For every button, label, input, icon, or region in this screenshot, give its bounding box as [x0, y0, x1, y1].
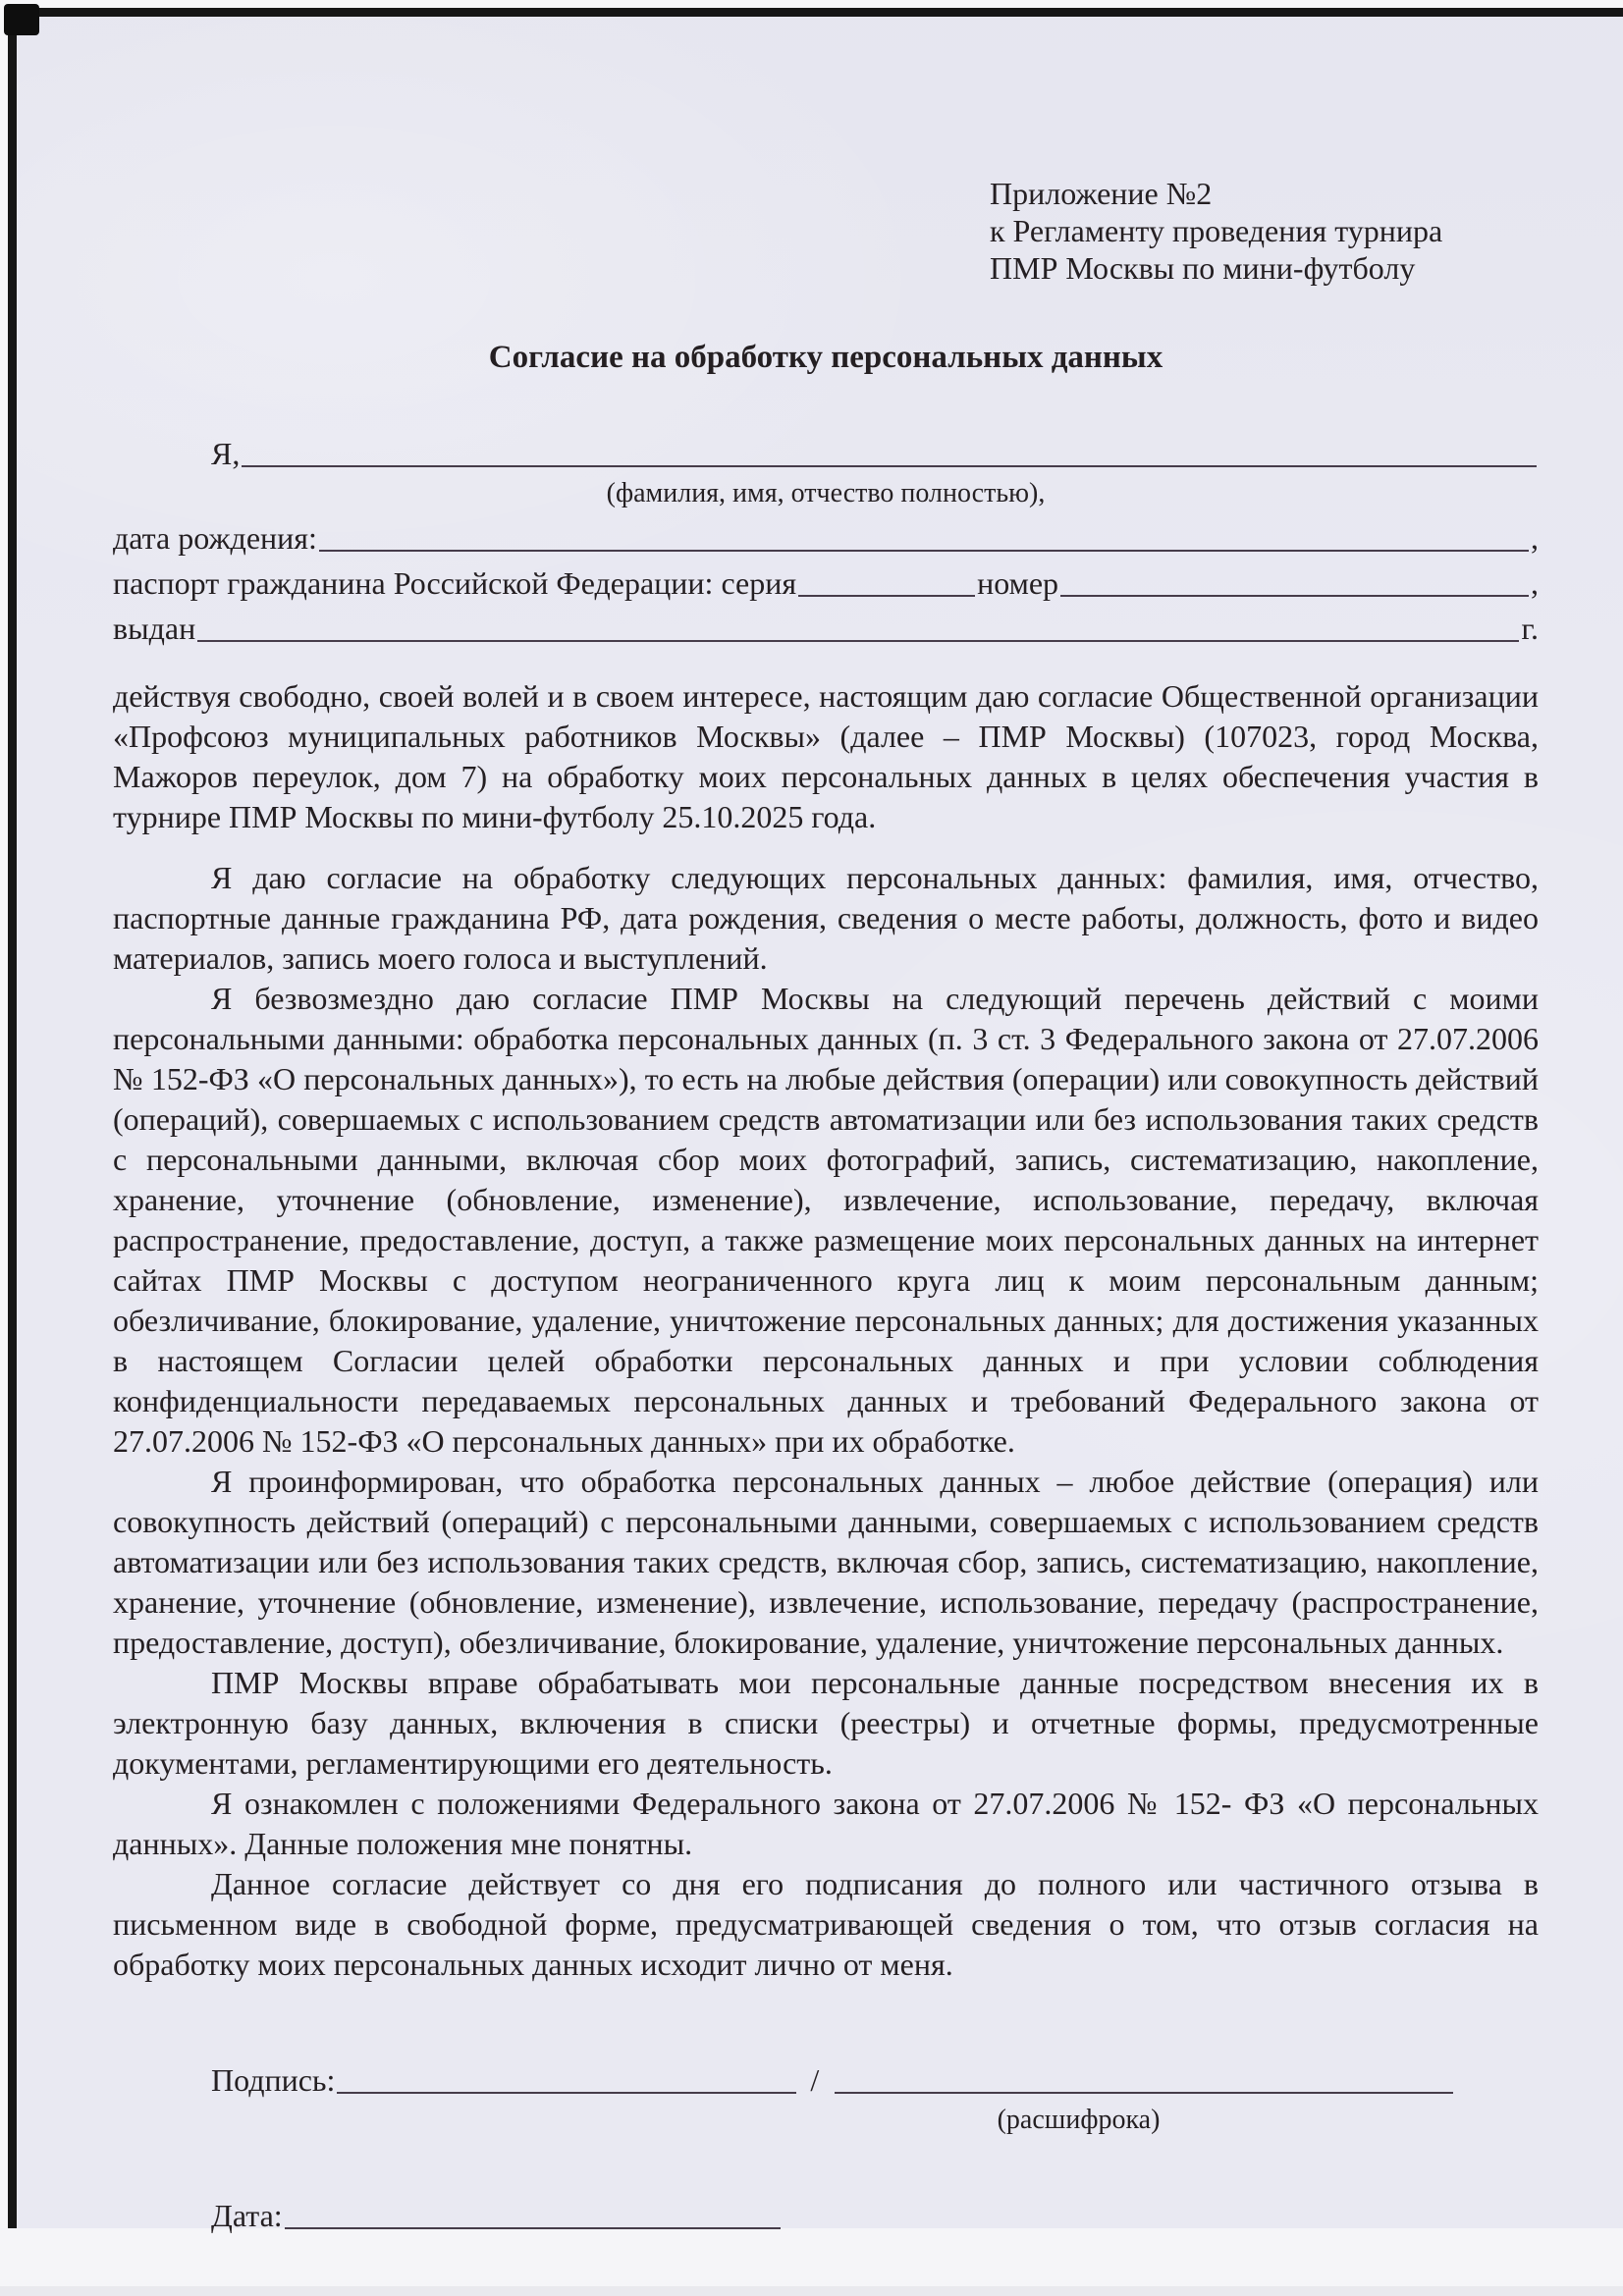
issued-fill-in-line	[197, 640, 1519, 642]
signature-transcript-fill-in-line	[835, 2092, 1453, 2094]
passport-row	[113, 559, 1539, 604]
signature-caption-row	[113, 2101, 1455, 2140]
birth-date-fill-in-line	[319, 550, 1529, 552]
body-paragraph: ПМР Москвы вправе обрабатывать мои персональные данные посредством внесения их в электронную базу данных, включения в списки (реестры) и отчетные формы, предусмотренные документами, регламентирующими его деятельность.	[113, 1665, 1539, 1781]
appendix-header-line-3: ПМР Москвы по мини-футболу	[990, 250, 1416, 286]
scan-edge-top	[12, 8, 1623, 17]
scan-edge-left	[8, 8, 17, 2228]
signature-block	[113, 2056, 1539, 2236]
appendix-header-line-2: к Регламенту проведения турнира	[990, 213, 1443, 248]
signature-caption-spacer	[113, 2101, 702, 2140]
body-paragraph: действуя свободно, своей волей и в своем интересе, настоящим даю согласие Общественной организации «Профсоюз муниципальных работников Москвы» (далее – ПМР Москвы) (107023, город Москва, Мажоров переулок, дом 7) на обработку моих персональных данных в целях обеспечения участия в турнире ПМР Москвы по мини-футболу 25.10.2025 года.	[113, 678, 1539, 834]
issued-row	[113, 604, 1539, 649]
passport-series-label: паспорт гражданина Российской Федерации: серия	[113, 565, 797, 601]
passport-comma: ,	[1531, 565, 1539, 601]
passport-number-label: номер	[977, 565, 1059, 601]
signature-label: Подпись:	[211, 2062, 336, 2098]
intro-form	[113, 429, 1539, 649]
birth-date-comma: ,	[1531, 520, 1539, 556]
scan-corner-shadow	[4, 4, 39, 35]
signature-separator: /	[810, 2062, 820, 2098]
ya-label: Я,	[211, 436, 241, 471]
fio-caption: (фамилия, имя, отчество полностью),	[606, 478, 1046, 508]
date-row	[113, 2191, 1539, 2236]
signature-row	[113, 2056, 1455, 2101]
date-label: Дата:	[211, 2198, 283, 2233]
signature-fill-in-line	[337, 2092, 796, 2094]
appendix-header-line-1: Приложение №2	[990, 176, 1213, 211]
body-paragraph: Данное согласие действует со дня его подписания до полного или частичного отзыва в письменном виде в свободной форме, предусматривающей сведения о том, что отзыв согласия на обработку моих персональных данных исходит лично от меня.	[113, 1866, 1539, 1982]
passport-series-fill-in-line	[798, 595, 975, 597]
issued-label: выдан	[113, 611, 196, 646]
appendix-header	[990, 175, 1539, 287]
transcript-caption: (расшифрока)	[997, 2105, 1161, 2135]
passport-number-fill-in-line	[1060, 595, 1529, 597]
birth-date-label: дата рождения:	[113, 520, 317, 556]
fio-fill-in-line	[242, 465, 1537, 467]
body-paragraph: Я проинформирован, что обработка персональных данных – любое действие (операция) или совокупность действий (операций) с персональными данными, совершаемых с использованием средств автоматизации или без использования таких средств, включая сбор, запись, систематизацию, накопление, хранение, уточнение (обновление, изменение), извлечение, использование, передачу (распространение, предоставление, доступ), обезличивание, блокирование, удаление, уничтожение персональных данных.	[113, 1464, 1539, 1660]
scanner-background-bottom	[0, 2228, 1623, 2296]
document-title: Согласие на обработку персональных данных	[488, 340, 1163, 375]
body-paragraph: Я безвозмездно даю согласие ПМР Москвы на следующий перечень действий с моими персональными данными: обработка персональных данных (п. 3 ст. 3 Федерального закона от 27.07.2006 № 152-ФЗ «О персональных данных»), то есть на любые действия (операции) или совокупность действий (операций), совершаемых с использованием средств автоматизации или без использования таких средств с персональными данными, включая сбор моих фотографий, запись, систематизацию, накопление, хранение, уточнение (обновление, изменение), извлечение, использование, передачу, включая распространение, предоставление, доступ, а также размещение моих персональных данных на интернет сайтах ПМР Москвы с доступом неограниченного круга лиц к моим персональным данным; обезличивание, блокирование, удаление, уничтожение персональных данных; для достижения указанных в настоящем Согласии целей обработки персональных данных и при условии соблюдения конфиденциальности передаваемых персональных данных и требований Федерального закона от 27.07.2006 № 152-ФЗ «О персональных данных» при их обработке.	[113, 981, 1539, 1459]
date-fill-in-line	[285, 2227, 781, 2229]
body-paragraph: Я даю согласие на обработку следующих персональных данных: фамилия, имя, отчество, паспортные данные гражданина РФ, дата рождения, сведения о месте работы, должность, фото и видео материалов, запись моего голоса и выступлений.	[113, 860, 1539, 976]
document-content	[113, 175, 1539, 2236]
birth-date-row	[113, 513, 1539, 559]
body-paragraph: Я ознакомлен с положениями Федерального закона от 27.07.2006 № 152- ФЗ «О персональных данных». Данные положения мне понятны.	[113, 1786, 1539, 1861]
scanner-bottom-strip	[0, 2286, 1623, 2296]
body-text	[113, 676, 1539, 1985]
issued-year-suffix: г.	[1521, 611, 1539, 646]
fio-row	[113, 429, 1539, 474]
